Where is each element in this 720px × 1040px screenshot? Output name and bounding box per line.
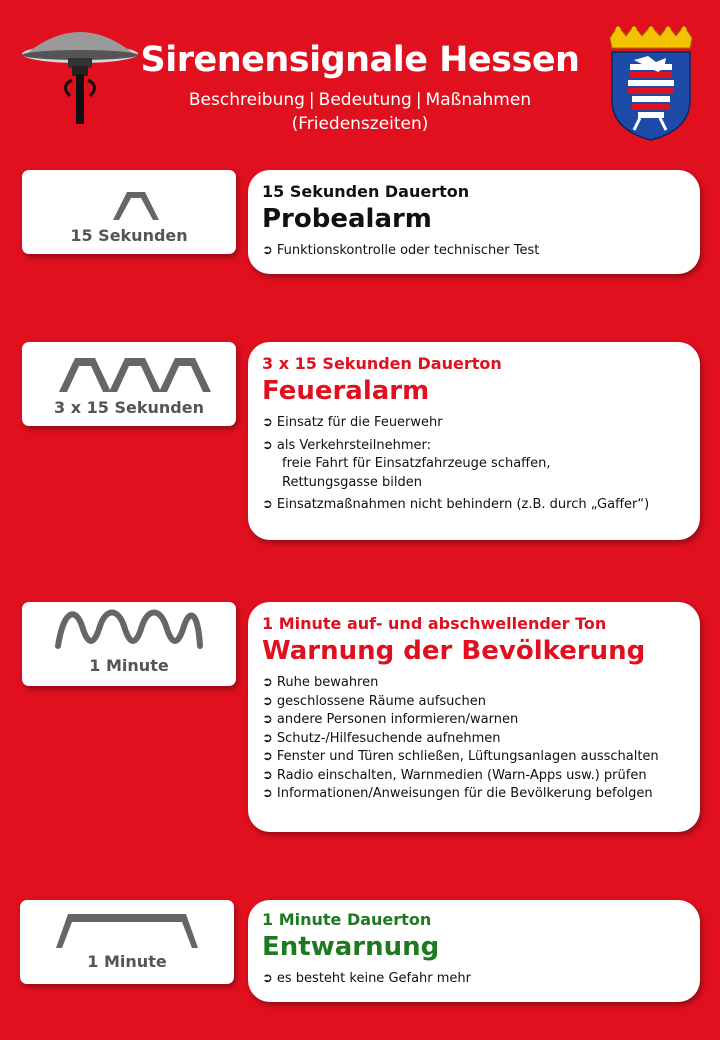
list-item: ➲ Einsatzmaßnahmen nicht behindern (z.B. durch „Gaffer“) [262,497,650,512]
bullet-list [262,674,686,804]
signal-card-warnung [248,602,700,832]
arrow-icon: ➲ [262,437,273,453]
bullet-list [262,414,686,515]
arrow-icon: ➲ [262,675,273,690]
list-item: ➲ Einsatz für die Feuerwehr [262,415,443,430]
page-title: Sirenensignale Hessen [140,40,580,80]
subtitle-item: Bedeutung [318,90,412,110]
list-item: ➲ Funktionskontrolle oder technischer Test [262,243,540,258]
list-item: ➲ andere Personen informieren/warnen [262,712,519,727]
signal-heading: Probealarm [262,204,432,234]
signal-icon-box-feueralarm [22,342,236,426]
signal-duration-label: 3 x 15 Sekunden [54,398,204,417]
arrow-icon: ➲ [262,767,273,783]
arrow-icon: ➲ [262,497,273,512]
arrow-icon: ➲ [262,712,273,727]
tone-shape-continuous-icon [20,900,234,984]
bullet-list [262,970,686,989]
signal-subtitle: 1 Minute Dauerton [262,910,432,929]
page-subtitle: Beschreibung | Bedeutung | Maßnahmen (Friedenszeiten) [188,90,532,134]
signal-duration-label: 15 Sekunden [70,226,188,245]
arrow-icon: ➲ [262,730,273,746]
hessen-coat-of-arms-icon [604,26,698,142]
subtitle-note: (Friedenszeiten) [291,114,429,134]
arrow-icon: ➲ [262,749,273,764]
list-item: ➲ Radio einschalten, Warnmedien (Warn-Apps usw.) prüfen [262,767,647,783]
subtitle-item: Maßnahmen [425,90,532,110]
signal-card-entwarnung [248,900,700,1002]
list-item: ➲ Schutz-/Hilfesuchende aufnehmen [262,730,501,746]
arrow-icon: ➲ [262,243,273,258]
signal-card-probealarm [248,170,700,274]
signal-duration-label: 1 Minute [89,656,169,675]
signal-subtitle: 1 Minute auf- und abschwellender Ton [262,614,607,633]
list-item: ➲ Informationen/Anweisungen für die Bevölkerung befolgen [262,786,653,801]
signal-heading: Warnung der Bevölkerung [262,636,646,666]
signal-icon-box-warnung [22,602,236,686]
signal-subtitle: 15 Sekunden Dauerton [262,182,470,201]
bullet-list [262,242,686,261]
arrow-icon: ➲ [262,415,273,430]
signal-card-feueralarm [248,342,700,540]
signal-subtitle: 3 x 15 Sekunden Dauerton [262,354,502,373]
list-item: ➲ Fenster und Türen schließen, Lüftungsanlagen ausschalten [262,749,659,764]
signal-duration-label: 1 Minute [87,952,167,971]
subtitle-item: Beschreibung [188,90,305,110]
siren-icon [20,28,140,128]
arrow-icon: ➲ [262,693,273,709]
list-item: ➲ geschlossene Räume aufsuchen [262,693,486,709]
signal-icon-box-probealarm [22,170,236,254]
signal-heading: Feueralarm [262,376,430,406]
list-item: ➲ Ruhe bewahren [262,675,379,690]
arrow-icon: ➲ [262,786,273,801]
list-item: ➲ es besteht keine Gefahr mehr [262,971,472,986]
arrow-icon: ➲ [262,971,273,986]
signal-heading: Entwarnung [262,932,440,962]
signal-icon-box-entwarnung [20,900,234,984]
list-item: ➲ als Verkehrsteilnehmer: freie Fahrt für Einsatzfahrzeuge schaffen, Rettungsgasse bilden [262,437,551,490]
